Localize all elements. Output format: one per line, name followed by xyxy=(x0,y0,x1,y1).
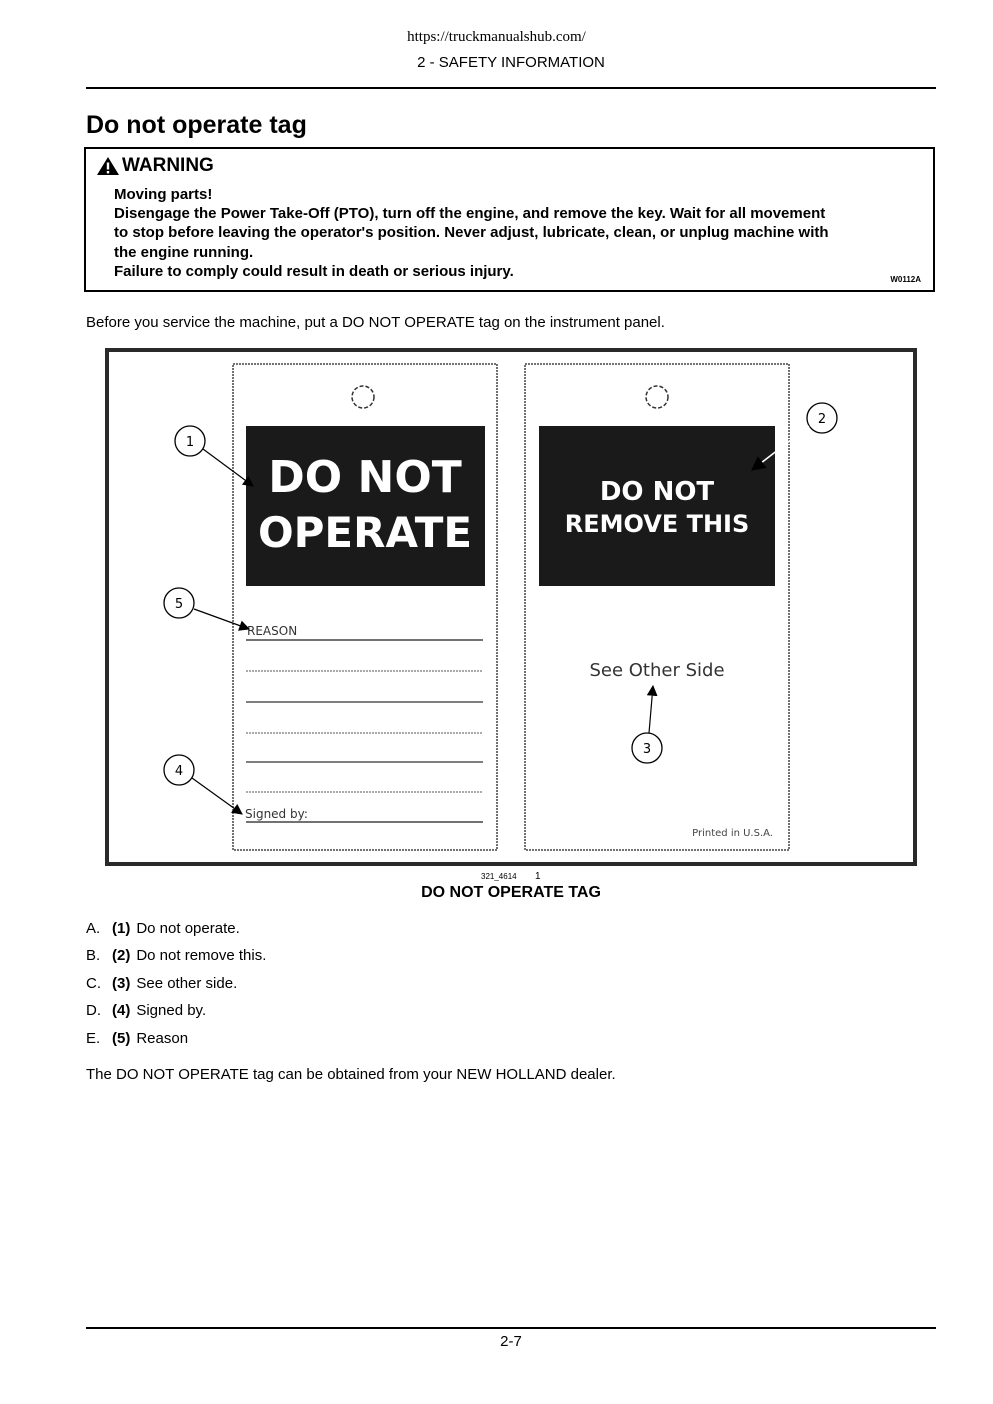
warning-line: Disengage the Power Take-Off (PTO), turn off the engine, and remove the key. Wait for all movement xyxy=(114,205,826,223)
callout-label: 2 xyxy=(817,412,827,427)
warning-line: to stop before leaving the operator's position. Never adjust, lubricate, clean, or unplug machine with xyxy=(114,224,829,242)
back-tag-line1: DO NOT xyxy=(599,477,715,507)
warning-line: Moving parts! xyxy=(114,186,213,203)
footer-rule xyxy=(86,1327,936,1329)
list-item: E. (5) Reason xyxy=(86,1029,189,1047)
signed-by-label: Signed by: xyxy=(245,807,308,821)
section-header: 2 - SAFETY INFORMATION xyxy=(417,54,605,71)
page-number: 2-7 xyxy=(500,1333,522,1350)
tag-illustration xyxy=(109,352,913,862)
figure-reference: 321_4614 xyxy=(481,872,517,881)
header-rule xyxy=(86,87,936,89)
dealer-note: The DO NOT OPERATE tag can be obtained from your NEW HOLLAND dealer. xyxy=(86,1066,616,1083)
warning-label: WARNING xyxy=(122,155,214,176)
list-item: D. (4) Signed by. xyxy=(86,1002,207,1020)
back-tag-line2: REMOVE THIS xyxy=(564,510,750,538)
callout-label: 5 xyxy=(174,597,184,612)
printed-label: Printed in U.S.A. xyxy=(692,828,773,839)
legend-list xyxy=(86,920,266,1057)
front-tag xyxy=(233,364,497,850)
callout-label: 1 xyxy=(185,435,195,450)
front-tag-line2: OPERATE xyxy=(257,508,473,557)
see-other-side-label: See Other Side xyxy=(589,660,725,681)
reason-label: REASON xyxy=(247,624,298,638)
callout-4 xyxy=(164,755,242,814)
warning-code: W0112A xyxy=(890,275,921,284)
list-item: A. (1) Do not operate. xyxy=(86,920,240,937)
warning-box xyxy=(84,147,935,292)
callout-label: 4 xyxy=(174,764,184,779)
source-url: https://truckmanualshub.com/ xyxy=(407,29,586,45)
figure-caption: DO NOT OPERATE TAG xyxy=(421,884,601,901)
back-tag xyxy=(525,364,789,850)
tag-figure xyxy=(105,348,917,866)
warning-line: Failure to comply could result in death or serious injury. xyxy=(114,262,514,280)
page-title: Do not operate tag xyxy=(86,111,307,139)
warning-header xyxy=(96,155,214,177)
warning-line: the engine running. xyxy=(114,243,254,261)
intro-text: Before you service the machine, put a DO NOT OPERATE tag on the instrument panel. xyxy=(86,314,665,331)
warning-triangle-icon xyxy=(96,156,120,176)
callout-label: 3 xyxy=(642,742,652,757)
figure-number: 1 xyxy=(535,871,541,882)
list-item: B. (2) Do not remove this. xyxy=(86,947,267,965)
front-tag-line1: DO NOT xyxy=(268,452,462,503)
list-item: C. (3) See other side. xyxy=(86,974,238,992)
warning-text xyxy=(114,185,914,281)
